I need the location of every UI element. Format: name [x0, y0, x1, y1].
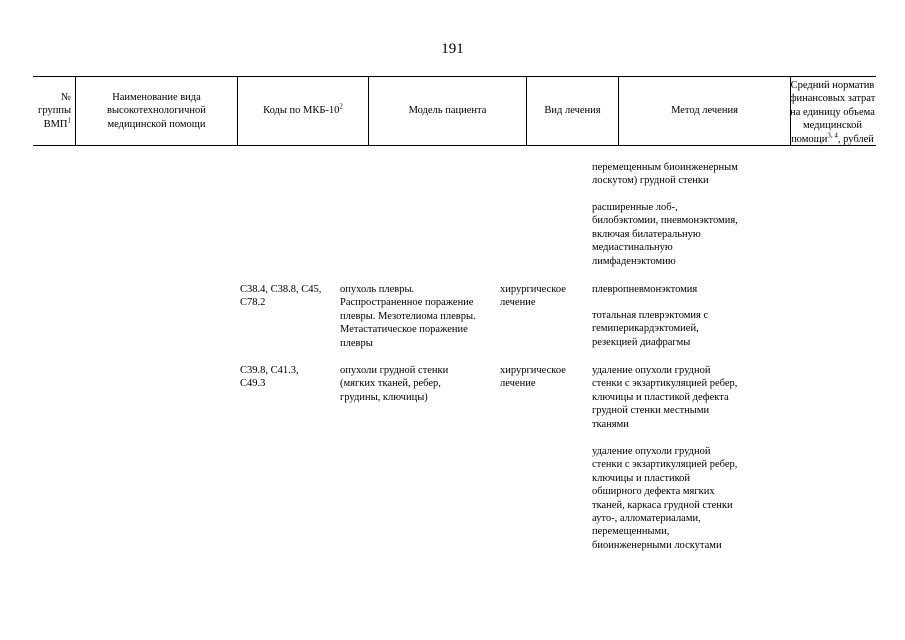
row1-method-pleuropneumonectomy: плевропневмонэктомия — [592, 284, 698, 295]
page-number: 191 — [441, 41, 464, 57]
method-extended-lobectomy: расширенные лоб-, билобэктомии, пневмонэктомия, включая билатеральную медиастинальную лимфаденэктомию — [592, 202, 738, 267]
row1-treatment-type: хирургическое лечение — [500, 284, 566, 309]
method-continuation: перемещенным биоинженерным лоскутом) грудной стенки — [592, 162, 738, 187]
header-financial-norm: Средний норматив финансовых затрат на единицу объема медицинской помощи$^{3, 4}$, рублей — [789, 80, 876, 145]
row2-method-local-tissue: удаление опухоли грудной стенки с экзартикуляцией ребер, ключицы и пластикой дефекта грудной стенки местными тканями — [592, 365, 738, 430]
row2-method-extensive-defect: удаление опухоли грудной стенки с экзартикуляцией ребер, ключицы и пластикой обширного дефекта мягких тканей, каркаса грудной стенки ауто-, алломатериалами, перемещенными, биоинженерными лоскутами — [592, 446, 738, 551]
row2-patient-model: опухоли грудной стенки (мягких тканей, ребер, грудины, ключицы) — [340, 365, 449, 403]
row1-method-pleurectomy: тотальная плеврэктомия с гемиперикардэктомией, резекцией диафрагмы — [592, 310, 709, 348]
row1-patient-model: опухоль плевры. Распространенное поражение плевры. Мезотелиома плевры. Метастатическое поражение плевры — [340, 284, 476, 349]
header-icd-codes: Коды по МКБ-$10^2$ — [238, 77, 369, 145]
header-treatment-type: Вид лечения — [527, 77, 619, 145]
row1-icd-codes: C38.4, C38.8, C45, C78.2 — [240, 284, 322, 309]
header-patient-model: Модель пациента — [369, 77, 527, 145]
table-header — [33, 76, 876, 146]
header-care-type-name: Наименование вида высокотехнологичной медицинской помощи — [76, 77, 238, 145]
row2-icd-codes: C39.8, C41.3, C49.3 — [240, 365, 299, 390]
header-treatment-method: Метод лечения — [619, 77, 791, 145]
header-group-number: № группы ВМП$^1$ — [33, 77, 76, 145]
row2-treatment-type: хирургическое лечение — [500, 365, 566, 390]
